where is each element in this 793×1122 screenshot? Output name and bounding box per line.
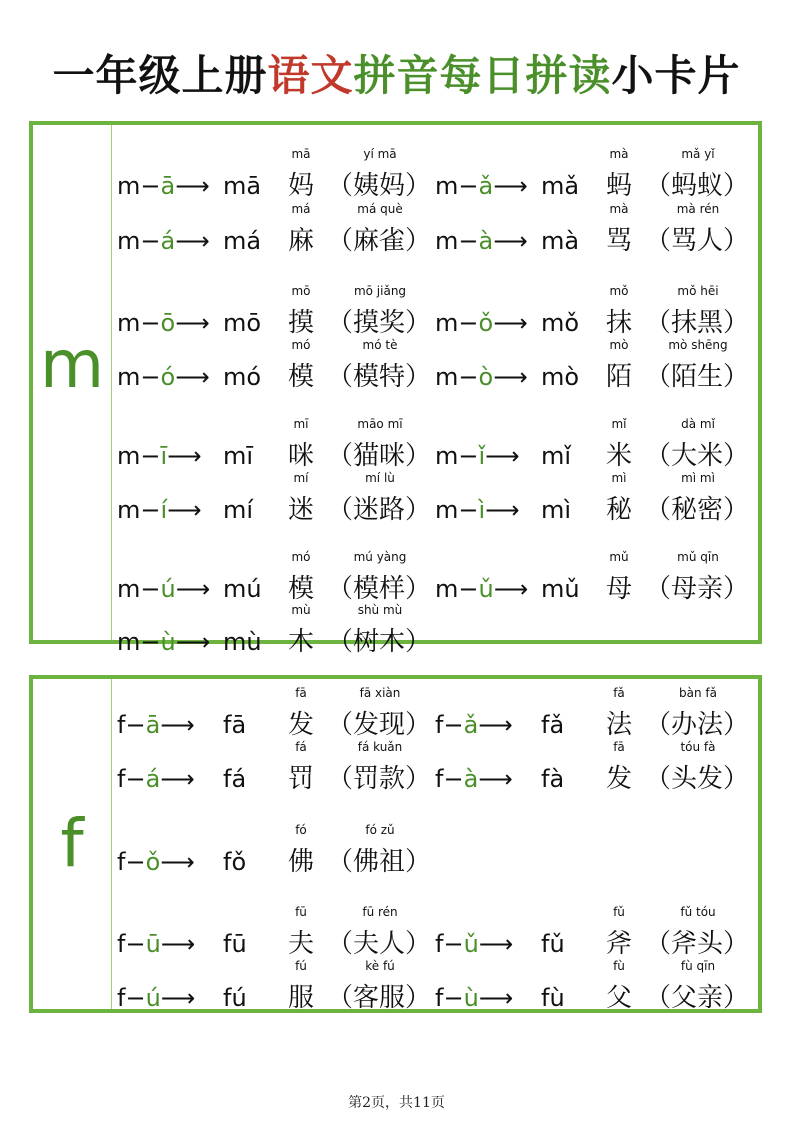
example-word: （发现） — [327, 710, 432, 740]
example-word: （模样） — [327, 574, 432, 604]
initial-letter: f — [435, 711, 444, 739]
character: 妈 — [287, 171, 314, 201]
character: 蚂 — [605, 171, 632, 201]
character: 父 — [605, 983, 632, 1013]
dash: − — [458, 496, 479, 524]
character-pinyin: fù — [613, 959, 625, 973]
toned-final: ó — [160, 363, 176, 391]
spelling-formula — [435, 308, 528, 338]
dash: − — [458, 227, 479, 255]
syllable-result: fá — [223, 765, 247, 793]
arrow-icon: ⟶ — [493, 172, 528, 200]
card-f — [29, 675, 762, 1013]
character: 发 — [605, 764, 632, 794]
toned-final: ò — [478, 363, 494, 391]
toned-final: á — [145, 765, 161, 793]
arrow-icon: ⟶ — [493, 363, 528, 391]
arrow-icon: ⟶ — [160, 848, 195, 876]
initial-letter: m — [435, 227, 459, 255]
dash: − — [140, 309, 161, 337]
character-pinyin: fú — [295, 959, 307, 973]
page-footer: 第2页，共11页 — [348, 1095, 445, 1111]
example-word: （陌生） — [645, 362, 750, 392]
syllable-result: má — [223, 227, 262, 255]
example-word: （骂人） — [645, 226, 750, 256]
character: 夫 — [287, 929, 314, 959]
character: 模 — [287, 574, 314, 604]
toned-final: ǔ — [478, 575, 494, 603]
toned-final: á — [160, 227, 176, 255]
word-pinyin: fǔ tóu — [680, 905, 716, 919]
spelling-formula — [435, 441, 520, 471]
initial-letter: m — [435, 309, 459, 337]
spelling-formula — [117, 574, 210, 604]
example-word: （母亲） — [645, 574, 750, 604]
word-pinyin: mì mì — [681, 471, 715, 485]
dash: − — [140, 575, 161, 603]
syllable-result: mī — [223, 442, 254, 470]
arrow-icon: ⟶ — [160, 984, 196, 1012]
syllable-result: fǔ — [541, 930, 565, 958]
arrow-icon: ⟶ — [175, 172, 210, 200]
dash: − — [140, 442, 161, 470]
dash: − — [458, 575, 479, 603]
character: 米 — [605, 441, 632, 471]
initial-letter: m — [435, 442, 459, 470]
arrow-icon: ⟶ — [478, 984, 514, 1012]
dash: − — [140, 496, 161, 524]
spelling-formula — [435, 710, 513, 740]
character: 服 — [287, 983, 314, 1013]
syllable-result: mǐ — [541, 442, 572, 470]
word-pinyin: fó zǔ — [365, 823, 395, 837]
dash: − — [458, 172, 479, 200]
syllable-result: fǒ — [223, 848, 247, 876]
word-pinyin: mǒ hēi — [677, 284, 719, 298]
initial-letter: m — [117, 363, 141, 391]
dash: − — [443, 765, 464, 793]
title-segment: 语文 — [267, 51, 354, 100]
spelling-formula — [435, 362, 528, 392]
character-pinyin: mà — [609, 202, 629, 216]
syllable-result: mà — [541, 227, 580, 255]
arrow-icon: ⟶ — [160, 930, 196, 958]
toned-final: ù — [463, 984, 479, 1012]
toned-final: à — [463, 765, 479, 793]
character-pinyin: mǔ — [609, 550, 629, 564]
word-pinyin: fù qīn — [680, 959, 716, 973]
character-pinyin: fū — [295, 905, 307, 919]
initial-letter: m — [117, 227, 141, 255]
character-pinyin: fǔ — [613, 905, 625, 919]
character: 木 — [287, 627, 314, 657]
spelling-formula — [117, 362, 210, 392]
spelling-formula — [117, 308, 210, 338]
spelling-formula — [117, 171, 210, 201]
syllable-result: mā — [223, 172, 262, 200]
word-pinyin: dà mǐ — [681, 417, 715, 431]
character: 陌 — [605, 362, 632, 392]
spelling-formula — [435, 495, 520, 525]
initial-letter: f — [117, 984, 126, 1012]
arrow-icon: ⟶ — [478, 765, 513, 793]
card-divider — [111, 125, 112, 640]
example-word: （斧头） — [645, 929, 750, 959]
character-pinyin: mǐ — [611, 417, 627, 431]
word-pinyin: fū rén — [362, 905, 398, 919]
word-pinyin: fá kuǎn — [357, 740, 403, 754]
initial-letter: f — [435, 765, 444, 793]
dash: − — [140, 227, 161, 255]
spelling-formula — [435, 171, 528, 201]
spelling-formula — [117, 226, 210, 256]
arrow-icon: ⟶ — [478, 930, 514, 958]
spelling-formula — [117, 441, 202, 471]
title-segment: 小卡片 — [611, 51, 741, 100]
word-pinyin: mǎ yǐ — [681, 147, 715, 161]
arrow-icon: ⟶ — [175, 227, 210, 255]
arrow-icon: ⟶ — [493, 309, 528, 337]
arrow-icon: ⟶ — [485, 442, 520, 470]
toned-final: ǎ — [478, 172, 494, 200]
example-word: （佛祖） — [327, 847, 432, 877]
toned-final: ǒ — [478, 309, 494, 337]
syllable-result: mì — [541, 496, 572, 524]
dash: − — [443, 930, 464, 958]
word-pinyin: mó tè — [362, 338, 398, 352]
syllable-result: fā — [223, 711, 247, 739]
initial-letter: m — [117, 172, 141, 200]
syllable-result: mǒ — [541, 309, 580, 337]
character: 麻 — [287, 226, 314, 256]
example-word: （麻雀） — [327, 226, 432, 256]
toned-final: ì — [478, 496, 486, 524]
toned-final: ǎ — [463, 711, 479, 739]
character-pinyin: fá — [295, 740, 307, 754]
initial-letter: m — [117, 442, 141, 470]
initial-letter: f — [435, 930, 444, 958]
initial-letter: f — [117, 765, 126, 793]
character-pinyin: fā — [613, 740, 625, 754]
toned-final: ù — [160, 628, 176, 656]
character: 迷 — [287, 495, 314, 525]
arrow-icon: ⟶ — [493, 575, 529, 603]
example-word: （大米） — [645, 441, 750, 471]
character: 法 — [605, 710, 632, 740]
character-pinyin: fó — [295, 823, 307, 837]
initial-letter: m — [117, 575, 141, 603]
dash: − — [443, 984, 464, 1012]
initial-letter: m — [117, 309, 141, 337]
example-word: （模特） — [327, 362, 432, 392]
character: 罚 — [287, 764, 314, 794]
character-pinyin: mó — [291, 338, 311, 352]
word-pinyin: yí mā — [363, 147, 397, 161]
dash: − — [140, 363, 161, 391]
dash: − — [125, 984, 146, 1012]
character: 抹 — [605, 308, 632, 338]
character: 骂 — [605, 226, 632, 256]
word-pinyin: má què — [357, 202, 403, 216]
dash: − — [140, 628, 161, 656]
initial-letter: f — [117, 711, 126, 739]
character-pinyin: mó — [291, 550, 311, 564]
page-title — [0, 50, 793, 102]
toned-final: ā — [145, 711, 161, 739]
card-letter-f: f — [60, 805, 84, 882]
spelling-formula — [435, 764, 513, 794]
spelling-formula — [117, 764, 195, 794]
toned-final: ú — [160, 575, 176, 603]
character-pinyin: mò — [609, 338, 629, 352]
example-word: （树木） — [327, 627, 432, 657]
spelling-formula — [435, 226, 528, 256]
word-pinyin: tóu fà — [680, 740, 716, 754]
toned-final: à — [478, 227, 494, 255]
character-pinyin: fā — [295, 686, 307, 700]
initial-letter: m — [435, 496, 459, 524]
initial-letter: f — [435, 984, 444, 1012]
arrow-icon: ⟶ — [160, 765, 195, 793]
syllable-result: mó — [223, 363, 262, 391]
word-pinyin: mò shēng — [668, 338, 728, 352]
toned-final: ú — [145, 984, 161, 1012]
arrow-icon: ⟶ — [167, 442, 202, 470]
character: 斧 — [605, 929, 632, 959]
title-segment: 拼音每日拼读 — [353, 51, 612, 100]
dash: − — [125, 848, 146, 876]
spelling-formula — [117, 710, 195, 740]
character-pinyin: má — [291, 202, 311, 216]
spelling-formula — [117, 495, 202, 525]
syllable-result: fǎ — [541, 711, 565, 739]
character-pinyin: fǎ — [613, 686, 625, 700]
character: 母 — [605, 574, 632, 604]
example-word: （姨妈） — [327, 171, 432, 201]
toned-final: ū — [145, 930, 161, 958]
toned-final: ī — [160, 442, 168, 470]
example-word: （迷路） — [327, 495, 432, 525]
syllable-result: fà — [541, 765, 565, 793]
arrow-icon: ⟶ — [478, 711, 513, 739]
toned-final: ā — [160, 172, 176, 200]
initial-letter: m — [435, 363, 459, 391]
spelling-formula — [435, 574, 528, 604]
example-word: （客服） — [327, 983, 432, 1013]
initial-letter: m — [435, 575, 459, 603]
dash: − — [458, 309, 479, 337]
example-word: （办法） — [645, 710, 750, 740]
word-pinyin: bàn fǎ — [679, 686, 717, 700]
dash: − — [125, 765, 146, 793]
example-word: （父亲） — [645, 983, 750, 1013]
character-pinyin: mà — [609, 147, 629, 161]
arrow-icon: ⟶ — [175, 363, 210, 391]
example-word: （猫咪） — [327, 441, 432, 471]
dash: − — [125, 930, 146, 958]
spelling-formula — [435, 929, 513, 959]
word-pinyin: māo mī — [357, 417, 403, 431]
syllable-result: mù — [223, 628, 262, 656]
dash: − — [458, 363, 479, 391]
dash: − — [458, 442, 479, 470]
character: 咪 — [287, 441, 314, 471]
syllable-result: mí — [223, 496, 254, 524]
arrow-icon: ⟶ — [175, 628, 211, 656]
character: 摸 — [287, 308, 314, 338]
arrow-icon: ⟶ — [175, 309, 210, 337]
initial-letter: m — [117, 628, 141, 656]
example-word: （抹黑） — [645, 308, 750, 338]
word-pinyin: kè fú — [365, 959, 395, 973]
arrow-icon: ⟶ — [160, 711, 195, 739]
syllable-result: fū — [223, 930, 247, 958]
spelling-formula — [435, 983, 513, 1013]
toned-final: ō — [160, 309, 176, 337]
dash: − — [140, 172, 161, 200]
character: 发 — [287, 710, 314, 740]
syllable-result: mò — [541, 363, 580, 391]
toned-final: ǔ — [463, 930, 479, 958]
word-pinyin: shù mù — [357, 603, 403, 617]
word-pinyin: mǔ qīn — [677, 550, 719, 564]
example-word: （秘密） — [645, 495, 750, 525]
word-pinyin: mú yàng — [353, 550, 407, 564]
toned-final: í — [160, 496, 168, 524]
arrow-icon: ⟶ — [493, 227, 528, 255]
arrow-icon: ⟶ — [175, 575, 211, 603]
example-word: （头发） — [645, 764, 750, 794]
card-letter-m: m — [39, 326, 105, 403]
arrow-icon: ⟶ — [485, 496, 520, 524]
dash: − — [125, 711, 146, 739]
initial-letter: m — [435, 172, 459, 200]
syllable-result: mǔ — [541, 575, 580, 603]
character-pinyin: mō — [291, 284, 311, 298]
title-segment: 一年级上册 — [52, 51, 268, 100]
syllable-result: mǎ — [541, 172, 580, 200]
character-pinyin: mā — [291, 147, 311, 161]
syllable-result: fú — [223, 984, 247, 1012]
word-pinyin: fā xiàn — [359, 686, 401, 700]
example-word: （蚂蚁） — [645, 171, 750, 201]
character: 模 — [287, 362, 314, 392]
syllable-result: fù — [541, 984, 565, 1012]
example-word: （摸奖） — [327, 308, 432, 338]
toned-final: ǐ — [478, 442, 486, 470]
character-pinyin: mī — [293, 417, 309, 431]
spelling-formula — [117, 983, 195, 1013]
character-pinyin: mì — [611, 471, 627, 485]
word-pinyin: mō jiǎng — [353, 284, 407, 298]
spelling-formula — [117, 627, 210, 657]
initial-letter: m — [117, 496, 141, 524]
character-pinyin: mí — [293, 471, 309, 485]
example-word: （罚款） — [327, 764, 432, 794]
example-word: （夫人） — [327, 929, 432, 959]
syllable-result: mú — [223, 575, 262, 603]
character-pinyin: mù — [291, 603, 311, 617]
word-pinyin: mà rén — [676, 202, 720, 216]
syllable-result: mō — [223, 309, 262, 337]
character: 秘 — [605, 495, 632, 525]
spelling-formula — [117, 847, 195, 877]
word-pinyin: mí lù — [365, 471, 395, 485]
card-m — [29, 121, 762, 657]
initial-letter: f — [117, 930, 126, 958]
dash: − — [443, 711, 464, 739]
character-pinyin: mǒ — [609, 284, 629, 298]
spelling-formula — [117, 929, 195, 959]
initial-letter: f — [117, 848, 126, 876]
character: 佛 — [287, 847, 314, 877]
arrow-icon: ⟶ — [167, 496, 202, 524]
toned-final: ǒ — [145, 848, 161, 876]
card-divider — [111, 679, 112, 1009]
